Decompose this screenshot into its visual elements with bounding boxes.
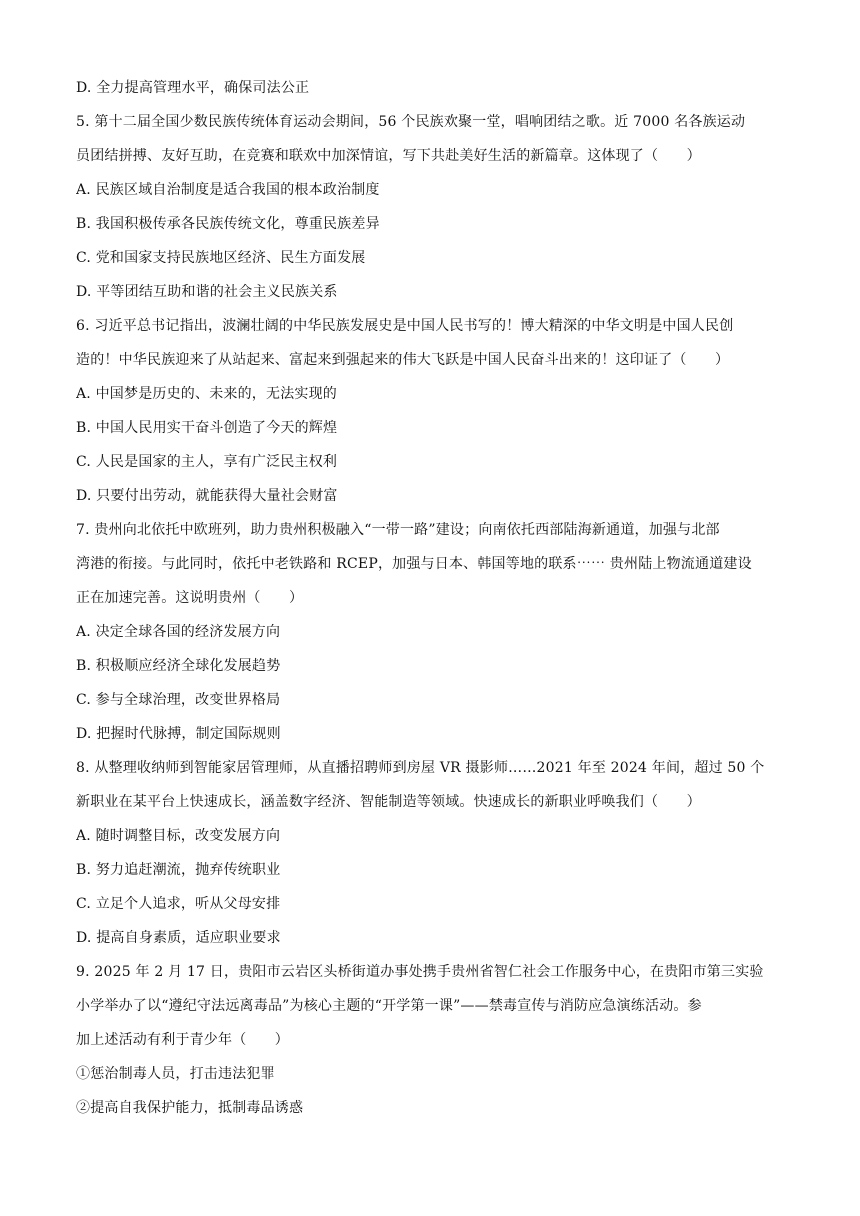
q5-option-a: A. 民族区域自治制度是适合我国的根本政治制度 [76, 182, 380, 198]
q7-stem-line-2: 湾港的衔接。与此同时，依托中老铁路和 RCEP，加强与日本、韩国等地的联系⋯⋯ 贵州陆上物流通道建设 [76, 556, 752, 572]
q8-stem-line-2: 新职业在某平台上快速成长，涵盖数字经济、智能制造等领域。快速成长的新职业呼唤我们（ ） [76, 794, 701, 810]
q6-stem-line-1: 6. 习近平总书记指出，波澜壮阔的中华民族发展史是中国人民书写的！博大精深的中华文明是中国人民创 [76, 318, 734, 334]
q9-stem-line-3: 加上述活动有利于青少年（ ） [76, 1032, 289, 1048]
q6-option-a: A. 中国梦是历史的、未来的，无法实现的 [76, 386, 338, 402]
q7-option-d: D. 把握时代脉搏，制定国际规则 [76, 726, 281, 742]
q8-option-d: D. 提高自身素质，适应职业要求 [76, 930, 281, 946]
q6-stem-line-2: 造的！中华民族迎来了从站起来、富起来到强起来的伟大飞跃是中国人民奋斗出来的！这印证了（ ） [76, 352, 730, 368]
q5-option-c: C. 党和国家支持民族地区经济、民生方面发展 [76, 250, 366, 266]
q8-stem-line-1: 8. 从整理收纳师到智能家居管理师，从直播招聘师到房屋 VR 摄影师……2021 年至 2024 年间，超过 50 个 [76, 760, 765, 776]
question-content [76, 71, 786, 1125]
q8-option-c: C. 立足个人追求，听从父母安排 [76, 896, 281, 912]
q7-stem-line-3: 正在加速完善。这说明贵州（ ） [76, 590, 304, 606]
q7-option-b: B. 积极顺应经济全球化发展趋势 [76, 658, 281, 674]
q7-option-c: C. 参与全球治理，改变世界格局 [76, 692, 281, 708]
q9-stem-line-1: 9. 2025 年 2 月 17 日，贵阳市云岩区头桥街道办事处携手贵州省智仁社会工作服务中心，在贵阳市第三实验 [76, 964, 764, 980]
q6-option-c: C. 人民是国家的主人，享有广泛民主权利 [76, 454, 338, 470]
q9-stem-line-2: 小学举办了以“遵纪守法远离毒品”为核心主题的“开学第一课”——禁毒宣传与消防应急演练活动。参 [76, 998, 702, 1014]
q5-option-d: D. 平等团结互助和谐的社会主义民族关系 [76, 284, 338, 300]
q5-stem-line-2: 员团结拼搏、友好互助，在竞赛和联欢中加深情谊，写下共赴美好生活的新篇章。这体现了（ ） [76, 148, 701, 164]
q8-option-a: A. 随时调整目标，改变发展方向 [76, 828, 281, 844]
q6-option-b: B. 中国人民用实干奋斗创造了今天的辉煌 [76, 420, 338, 436]
q9-choice-2: ②提高自我保护能力，抵制毒品诱惑 [76, 1100, 304, 1116]
q8-option-b: B. 努力追赶潮流，抛弃传统职业 [76, 862, 281, 878]
q9-choice-1: ①惩治制毒人员，打击违法犯罪 [76, 1066, 275, 1082]
q7-stem-line-1: 7. 贵州向北依托中欧班列，助力贵州积极融入“一带一路”建设；向南依托西部陆海新通道，加强与北部 [76, 522, 720, 538]
q5-option-b: B. 我国积极传承各民族传统文化，尊重民族差异 [76, 216, 380, 232]
q6-option-d: D. 只要付出劳动，就能获得大量社会财富 [76, 488, 338, 504]
q4-option-d: D. 全力提高管理水平，确保司法公正 [76, 80, 310, 96]
q5-stem-line-1: 5. 第十二届全国少数民族传统体育运动会期间，56 个民族欢聚一堂，唱响团结之歌。近 7000 名各族运动 [76, 114, 746, 130]
q7-option-a: A. 决定全球各国的经济发展方向 [76, 624, 281, 640]
